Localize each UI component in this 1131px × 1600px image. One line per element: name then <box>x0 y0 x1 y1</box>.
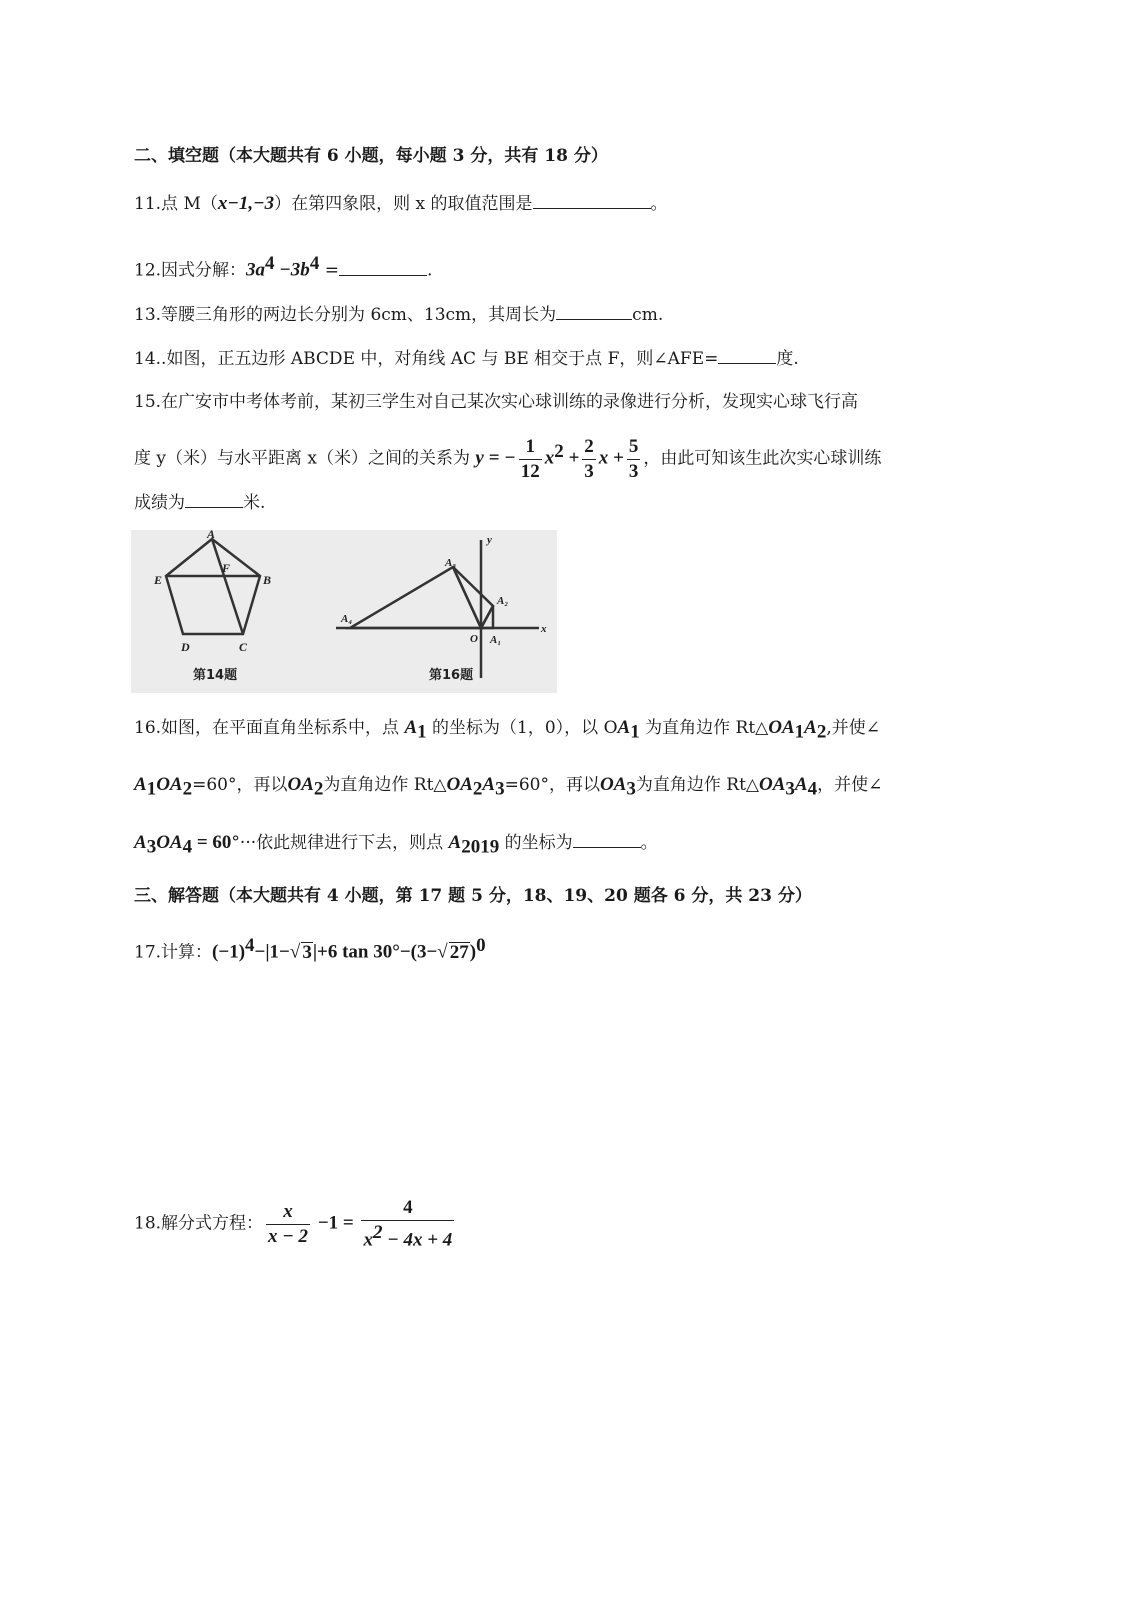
q15-answer-blank[interactable] <box>185 489 243 508</box>
section3-header: 三、解答题（本大题共有 4 小题，第 17 题 5 分，18、19、20 题各 6 分，共 23 分） <box>134 886 812 906</box>
q12-term2: −3b <box>274 259 310 281</box>
q16-text-h: 为直角边作 Rt△ <box>635 775 759 795</box>
q16-A2019: A <box>448 832 462 853</box>
q14-answer-blank[interactable] <box>718 345 776 364</box>
q15-text: 度 y（米）与水平距离 x（米）之间的关系为 <box>134 448 476 469</box>
label-C: C <box>239 640 248 654</box>
triangle-oa2a3 <box>453 567 493 628</box>
q15-f2-denominator: 3 <box>584 460 594 482</box>
label-O: O <box>470 633 478 645</box>
q14-text: 14..如图，正五边形 ABCDE 中，对角线 AC 与 BE 相交于点 F，则∠AFE= <box>134 349 719 369</box>
q16-A2019-sub: 2019 <box>461 836 500 858</box>
q16-OA2-sub: 2 <box>313 778 324 800</box>
q18-den-x: x <box>363 1229 373 1251</box>
q12-end: . <box>426 260 433 281</box>
label-A2: A₂ <box>497 595 509 607</box>
q15-f3-numerator: 5 <box>627 435 641 460</box>
pentagon-figure <box>166 539 260 634</box>
label-A: A <box>207 530 216 541</box>
q16-tri1-sub2: 2 <box>816 721 827 743</box>
q16-OA3: OA <box>599 774 627 795</box>
q15-plus-2: + <box>608 447 624 469</box>
q15-plus-1: + <box>563 447 580 469</box>
q15-x-squared: x <box>544 447 555 469</box>
q11-expression: x−1,−3 <box>217 193 275 214</box>
question-18 <box>134 1196 457 1252</box>
q16-tri2-A: A <box>482 774 496 795</box>
q15-f1-denominator: 12 <box>520 460 540 482</box>
q18-fraction-2 <box>361 1196 454 1252</box>
label-E: E <box>154 573 163 587</box>
label-A3: A₃ <box>445 557 457 569</box>
q16-OA2: OA <box>287 774 314 795</box>
q16-text-b: 的坐标为（1，0），以 O <box>426 718 618 738</box>
q16-ang3-sub2: 4 <box>182 836 193 858</box>
q13-answer-blank[interactable] <box>556 301 632 320</box>
q16-OA1-A: A <box>617 717 631 738</box>
q16-text-e: =60°，再以 <box>192 775 288 795</box>
q15-f2-numerator: 2 <box>582 435 596 460</box>
figure-svg <box>131 530 557 693</box>
q12-prefix: 12.因式分解： <box>134 260 247 281</box>
question-15-line1: 15.在广安市中考体考前，某初三学生对自己某次实心球训练的录像进行分析，发现实心球飞行高 <box>134 392 859 412</box>
q16-text-d: ,并使∠ <box>826 718 880 738</box>
label-D: D <box>181 640 190 654</box>
q16-ang1-OA: OA <box>156 774 183 795</box>
q15-x-exp: 2 <box>554 441 564 462</box>
q16-OA1-sub: 1 <box>630 721 640 743</box>
q13-text: 13.等腰三角形的两边长分别为 6cm、13cm，其周长为 <box>134 305 557 325</box>
question-16-line1 <box>134 714 880 746</box>
q12-term1: 3a <box>246 259 266 281</box>
q15-fraction-2 <box>582 435 596 484</box>
sqrt-icon: √ <box>289 941 301 963</box>
q16-A1-sub: 1 <box>417 721 427 743</box>
q17-part2: −|1− <box>254 941 290 963</box>
q12-exp1: 4 <box>265 253 275 274</box>
q15-f1-numerator: 1 <box>519 435 542 460</box>
q15-fraction-3 <box>627 435 641 484</box>
question-11 <box>134 190 668 218</box>
pentagon-abcde <box>166 539 260 634</box>
q17-exp0: 0 <box>476 935 486 956</box>
q14-end: 度. <box>776 349 799 369</box>
q15-line3-end: 米. <box>243 493 266 513</box>
q16-tri3-sub2: 4 <box>807 778 818 800</box>
question-12 <box>134 250 432 285</box>
question-15-line3 <box>134 489 265 517</box>
question-15-line2 <box>134 428 881 484</box>
q16-tri1-A: A <box>804 717 817 738</box>
q15-fraction-1 <box>519 435 542 484</box>
q16-tri3-A: A <box>794 774 808 795</box>
q11-text: ）在第四象限，则 x 的取值范围是 <box>274 194 533 214</box>
q12-exp2: 4 <box>309 253 320 274</box>
q16-text-c: 为直角边作 Rt△ <box>639 718 769 738</box>
q16-tri1-OA: OA <box>768 717 795 738</box>
q16-text-i: ，并使∠ <box>817 775 883 795</box>
q13-end: cm. <box>632 305 664 325</box>
q16-tri3-sub1: 3 <box>785 778 795 800</box>
q18-f2-numerator: 4 <box>361 1196 454 1221</box>
q16-ang3-A: A <box>134 832 147 853</box>
q16-ang1-sub2: 2 <box>182 778 193 800</box>
question-16-line3 <box>134 829 658 861</box>
q15-x: x <box>598 447 609 469</box>
q17-part3: |+6 tan 30°−(3− <box>312 941 438 963</box>
q15-y-equals: y = − <box>475 447 516 469</box>
q15-f3-denominator: 3 <box>628 460 639 482</box>
q16-text-k: 的坐标为 <box>499 833 573 853</box>
q16-ang3-sub1: 3 <box>146 836 157 858</box>
q17-sqrt27: 27 <box>449 941 469 963</box>
question-17 <box>134 932 486 967</box>
q16-ang1-A: A <box>134 774 147 795</box>
question-16-line2 <box>134 771 882 803</box>
q17-part4: ) <box>469 941 477 963</box>
q18-den-exp: 2 <box>372 1222 383 1243</box>
q16-text-g: =60°，再以 <box>504 775 600 795</box>
question-13 <box>134 301 663 329</box>
q16-text-j: °···依此规律进行下去，则点 <box>231 833 449 853</box>
q11-answer-blank[interactable] <box>533 190 651 209</box>
q17-part1: (−1) <box>212 941 246 963</box>
label-y: y <box>487 534 492 546</box>
q17-sqrt3: 3 <box>302 941 312 963</box>
q18-minus-1-equals: −1 = <box>313 1212 359 1234</box>
figure-q14-q16 <box>131 530 557 693</box>
sqrt-icon: √ <box>437 941 448 963</box>
q12-answer-blank[interactable] <box>339 257 427 276</box>
q16-tri1-sub1: 1 <box>794 721 805 743</box>
question-14 <box>134 345 799 373</box>
section2-header: 二、填空题（本大题共有 6 小题，每小题 3 分，共有 18 分） <box>134 146 608 166</box>
q18-f2-denominator <box>361 1221 454 1252</box>
q16-ang3-OA: OA <box>156 832 183 853</box>
q17-prefix: 17.计算： <box>134 942 213 963</box>
q16-text-f: 为直角边作 Rt△ <box>323 775 447 795</box>
q17-exp1: 4 <box>245 935 255 956</box>
diagonal-ac <box>212 539 243 634</box>
q18-den-rest: − 4x + 4 <box>382 1229 453 1251</box>
q16-tri2-sub2: 3 <box>495 778 505 800</box>
spiral-figure <box>336 540 539 678</box>
q18-prefix: 18.解分式方程： <box>134 1213 264 1234</box>
label-A4: A₄ <box>341 613 353 625</box>
q15-text-end: ，由此可知该生此次实心球训练 <box>643 448 882 469</box>
label-F: F <box>222 561 231 575</box>
q18-fraction-1 <box>266 1200 310 1249</box>
label-B: B <box>263 573 272 587</box>
q16-tri2-sub1: 2 <box>472 778 483 800</box>
q11-prefix: 11.点 M（ <box>134 194 218 214</box>
q15-line3-text: 成绩为 <box>134 493 185 513</box>
q11-end: 。 <box>650 194 668 214</box>
q16-tri3-OA: OA <box>759 774 786 795</box>
q16-end: 。 <box>640 833 658 853</box>
q16-A1: A <box>404 717 418 738</box>
label-x: x <box>541 623 547 635</box>
q18-f1-numerator: x <box>266 1200 310 1225</box>
q16-tri2-OA: OA <box>446 774 473 795</box>
q18-f1-denominator: x − 2 <box>268 1225 309 1247</box>
q16-OA3-sub: 3 <box>626 778 636 800</box>
q16-ang1-sub1: 1 <box>146 778 157 800</box>
label-A1: A₁ <box>490 634 502 646</box>
caption-q16: 第16题 <box>429 668 474 683</box>
q12-equals: = <box>319 260 339 281</box>
caption-q14: 第14题 <box>193 668 238 683</box>
q16-eq-60: = 60 <box>192 832 232 853</box>
q16-answer-blank[interactable] <box>573 829 641 848</box>
q16-text-a: 16.如图，在平面直角坐标系中，点 <box>134 718 405 738</box>
